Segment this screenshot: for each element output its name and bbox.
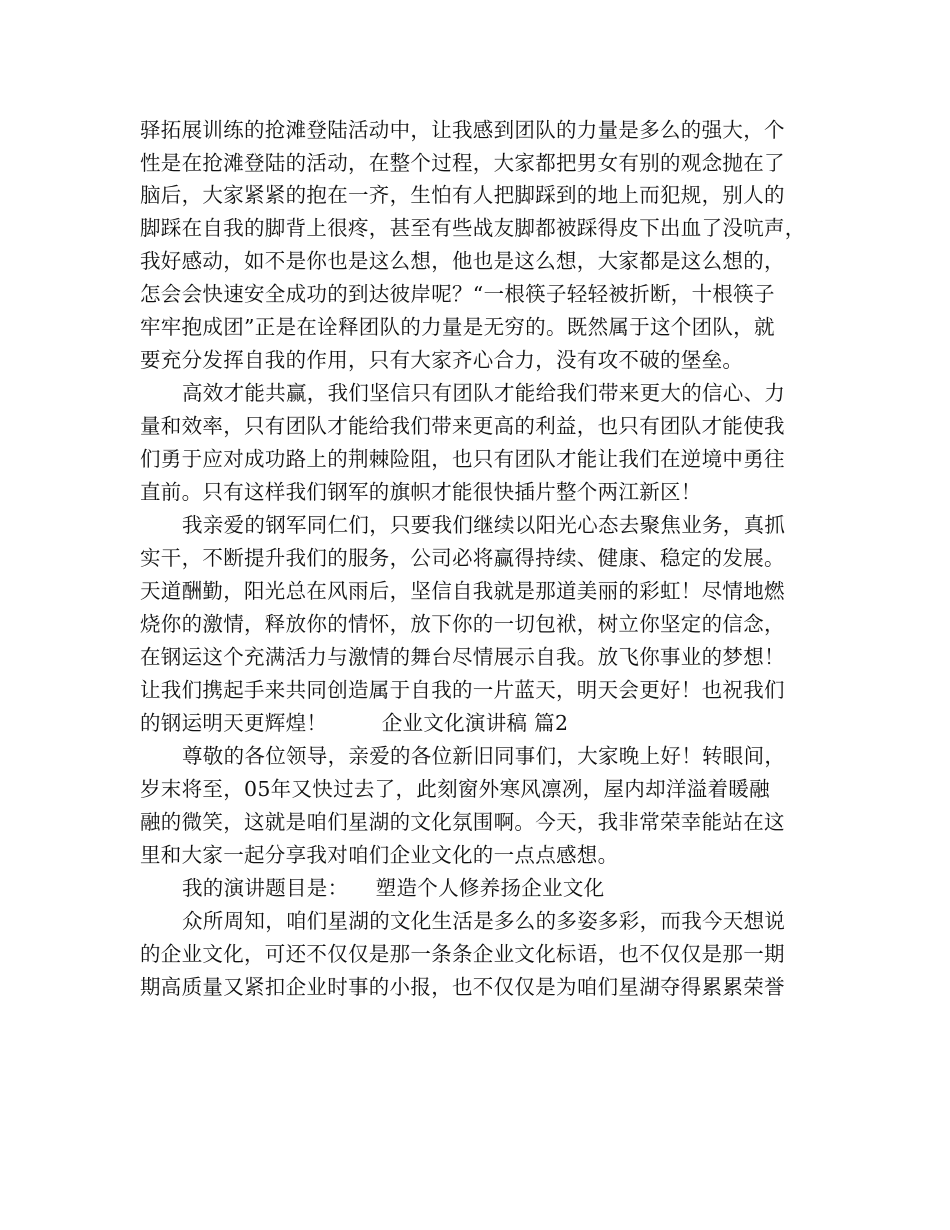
- paragraph-start-line: 众所周知，咱们星湖的文化生活是多么的多姿多彩，而我今天想说: [182, 909, 786, 933]
- text-line-with-section-title: 的钢运明天更辉煌！ 企业文化演讲稿 篇2: [140, 711, 569, 735]
- text-line: 岁末将至，05年又快过去了，此刻窗外寒风凛冽，屋内却洋溢着暖融: [140, 777, 770, 801]
- paragraph-start-line: 我亲爱的钢军同仁们，只要我们继续以阳光心态去聚焦业务，真抓: [182, 513, 786, 537]
- text-line: 里和大家一起分享我对咱们企业文化的一点点感想。: [140, 843, 619, 867]
- text-line: 烧你的激情，释放你的情怀，放下你的一切包袱，树立你坚定的信念，: [140, 612, 785, 636]
- text-line: 脚踩在自我的脚背上很疼，甚至有些战友脚都被踩得皮下出血了没吭声，: [140, 216, 806, 240]
- text-line: 牢牢抱成团”正是在诠释团队的力量是无穷的。既然属于这个团队，就: [140, 315, 775, 339]
- text-line: 天道酬勤，阳光总在风雨后，坚信自我就是那道美丽的彩虹！尽情地燃: [140, 579, 785, 603]
- text-line: 实干，不断提升我们的服务，公司必将赢得持续、健康、稳定的发展。: [140, 546, 785, 570]
- paragraph-start-line: 高效才能共赢，我们坚信只有团队才能给我们带来更大的信心、力: [182, 381, 786, 405]
- text-line: 融的微笑，这就是咱们星湖的文化氛围啊。今天，我非常荣幸能站在这: [140, 810, 785, 834]
- text-line: 在钢运这个充满活力与激情的舞台尽情展示自我。放飞你事业的梦想！: [140, 645, 785, 669]
- text-line: 的企业文化，可还不仅仅是那一条条企业文化标语，也不仅仅是那一期: [140, 942, 785, 966]
- text-line: 脑后，大家紧紧的抱在一齐，生怕有人把脚踩到的地上而犯规，别人的: [140, 183, 785, 207]
- text-line: 让我们携起手来共同创造属于自我的一片蓝天，明天会更好！也祝我们: [140, 678, 785, 702]
- paragraph-start-line: 尊敬的各位领导，亲爱的各位新旧同事们，大家晚上好！转眼间，: [182, 744, 786, 768]
- text-line: 直前。只有这样我们钢军的旗帜才能很快插片整个两江新区！: [140, 480, 702, 504]
- text-line: 驿拓展训练的抢滩登陆活动中，让我感到团队的力量是多么的强大，个: [140, 118, 785, 142]
- text-line: 期高质量又紧扣企业时事的小报，也不仅仅是为咱们星湖夺得累累荣誉: [140, 975, 785, 999]
- text-line: 性是在抢滩登陆的活动，在整个过程，大家都把男女有别的观念抛在了: [140, 151, 785, 175]
- speech-title-line: 我的演讲题目是： 塑造个人修养扬企业文化: [182, 876, 605, 900]
- text-line: 怎会会快速安全成功的到达彼岸呢？“一根筷子轻轻被折断，十根筷子: [140, 282, 775, 306]
- text-line: 我好感动，如不是你也是这么想，他也是这么想，大家都是这么想的，: [140, 249, 785, 273]
- text-line: 们勇于应对成功路上的荆棘险阻，也只有团队才能让我们在逆境中勇往: [140, 447, 785, 471]
- text-line: 量和效率，只有团队才能给我们带来更高的利益，也只有团队才能使我: [140, 414, 785, 438]
- text-line: 要充分发挥自我的作用，只有大家齐心合力，没有攻不破的堡垒。: [140, 348, 744, 372]
